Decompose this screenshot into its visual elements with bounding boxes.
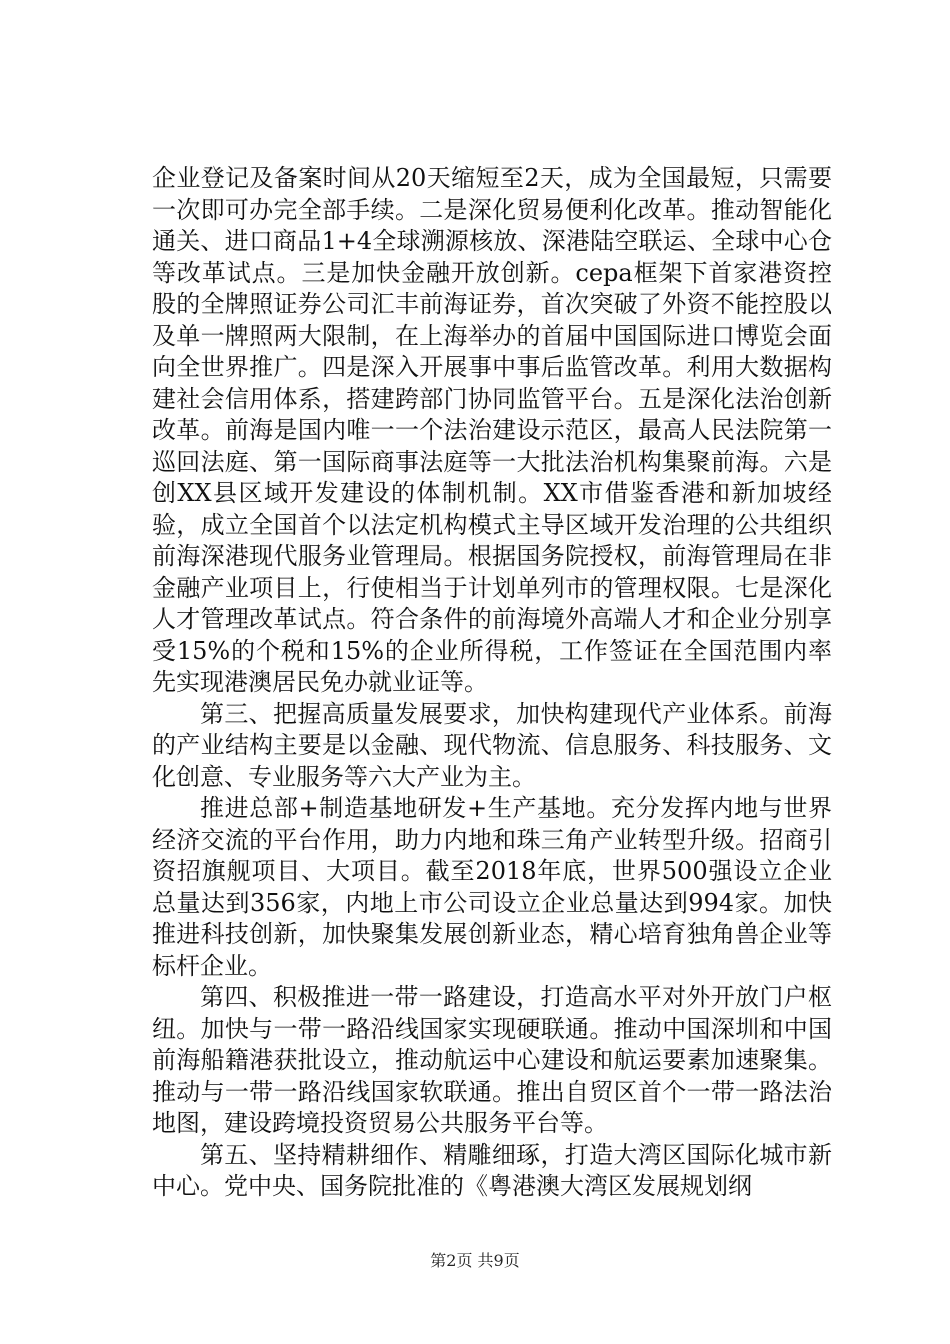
paragraph-section-five: 第五、坚持精耕细作、精雕细琢，打造大湾区国际化城市新中心。党中央、国务院批准的《粤港澳大湾区发展规划纲 <box>152 1140 832 1200</box>
paragraph-continuation: 企业登记及备案时间从20天缩短至2天，成为全国最短，只需要一次即可办完全部手续。二是深化贸易便利化改革。推动智能化通关、进口商品1+4全球溯源核放、深港陆空联运、全球中心仓等改革试点。三是加快金融开放创新。cepa框架下首家港资控股的全牌照证券公司汇丰前海证券，首次突破了外资不能控股以及单一牌照两大限制，在上海举办的首届中国国际进口博览会面向全世界推广。四是深入开展事中事后监管改革。利用大数据构建社会信用体系，搭建跨部门协同监管平台。五是深化法治创新改革。前海是国内唯一一个法治建设示范区，最高人民法院第一巡回法庭、第一国际商事法庭等一大批法治机构集聚前海。六是创XX县区域开发建设的体制机制。XX市借鉴香港和新加坡经验，成立全国首个以法定机构模式主导区域开发治理的公共组织前海深港现代服务业管理局。根据国务院授权，前海管理局在非金融产业项目上，行使相当于计划单列市的管理权限。七是深化人才管理改革试点。符合条件的前海境外高端人才和企业分别享受15%的个税和15%的企业所得税，工作签证在全国范围内率先实现港澳居民免办就业证等。 <box>152 164 832 696</box>
page-footer: 第2页 共9页 <box>430 1251 520 1270</box>
paragraph-section-three: 第三、把握高质量发展要求，加快构建现代产业体系。前海的产业结构主要是以金融、现代物流、信息服务、科技服务、文化创意、专业服务等六大产业为主。 <box>152 699 832 791</box>
paragraph-section-four: 第四、积极推进一带一路建设，打造高水平对外开放门户枢纽。加快与一带一路沿线国家实现硬联通。推动中国深圳和中国前海船籍港获批设立，推动航运中心建设和航运要素加速聚集。推动与一带一路沿线国家软联通。推出自贸区首个一带一路法治地图，建设跨境投资贸易公共服务平台等。 <box>152 983 832 1137</box>
document-body <box>152 163 832 1203</box>
paragraph-headquarters: 推进总部+制造基地研发+生产基地。充分发挥内地与世界经济交流的平台作用，助力内地和珠三角产业转型升级。招商引资招旗舰项目、大项目。截至2018年底，世界500强设立企业总量达到356家，内地上市公司设立企业总量达到994家。加快推进科技创新，加快聚集发展创新业态，精心培育独角兽企业等标杆企业。 <box>152 794 832 980</box>
